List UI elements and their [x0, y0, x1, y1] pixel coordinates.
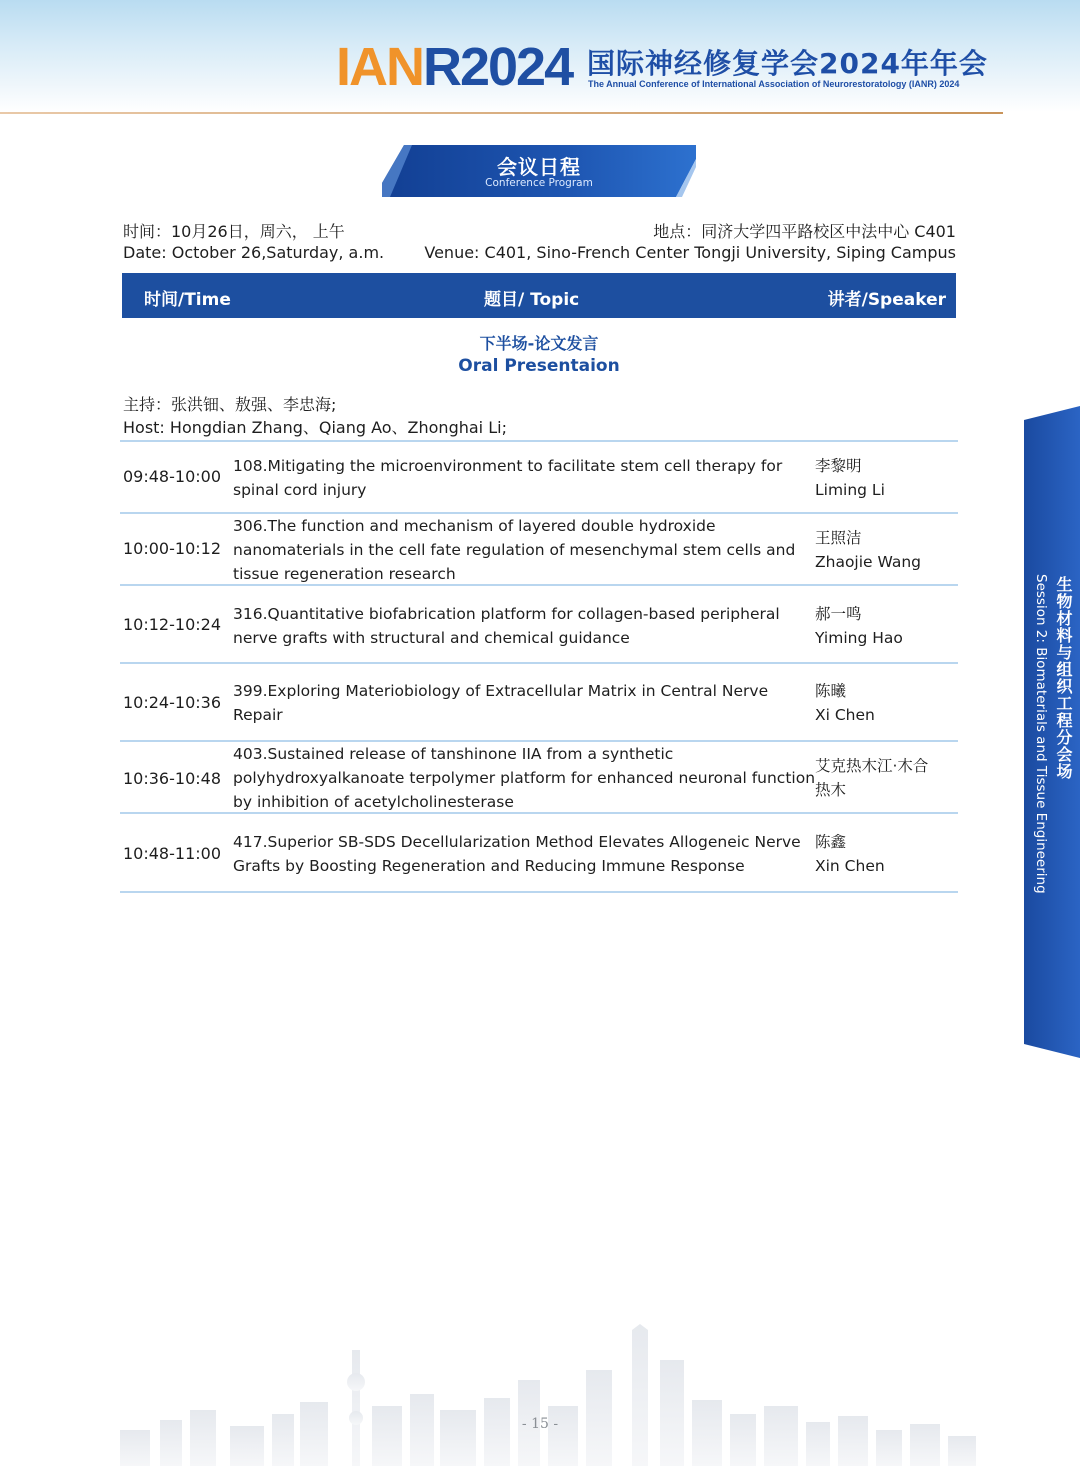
banner-title-cn: 会议日程	[497, 155, 581, 179]
row-speaker	[815, 454, 955, 502]
table-row	[120, 514, 958, 584]
speaker-name-cn: 王照洁	[815, 529, 862, 547]
row-topic: 399.Exploring Materiobiology of Extracellular Matrix in Central Nerve Repair	[233, 682, 769, 724]
session-title-en: Oral Presentaion	[458, 356, 620, 376]
row-time: 10:36-10:48	[123, 769, 221, 788]
host-en: Host: Hongdian Zhang、Qiang Ao、Zhonghai Li;	[123, 418, 507, 437]
host-cn: 主持：张洪钿、敖强、李忠海;	[123, 395, 337, 414]
row-speaker	[815, 602, 955, 650]
row-topic: 316.Quantitative biofabrication platform for collagen-based peripheral nerve grafts with structural and chemical guidance	[233, 605, 780, 647]
speaker-name-cn: 陈鑫	[815, 833, 847, 851]
program-banner	[382, 145, 696, 197]
speaker-name-en: Zhaojie Wang	[815, 553, 921, 571]
row-topic: 403.Sustained release of tanshinone IIA from a synthetic polyhydroxyalkanoate terpolymer platform for enhanced neuronal function by inhibition of acetylcholinesterase	[233, 745, 816, 811]
conference-title-cn: 国际神经修复学会2024年年会	[587, 47, 988, 80]
date-cn: 时间：10月26日，周六， 上午	[123, 222, 345, 241]
row-time: 10:24-10:36	[123, 693, 221, 712]
speaker-name-en: Xin Chen	[815, 857, 885, 875]
side-tab-title-en: Session 2: Biomaterials and Tissue Engineering	[1033, 574, 1049, 894]
row-time: 10:12-10:24	[123, 615, 221, 634]
speaker-name-en: Liming Li	[815, 481, 885, 499]
speaker-name-en: 热木	[815, 781, 847, 799]
date-en: Date: October 26,Saturday, a.m.	[123, 243, 385, 262]
table-row	[120, 442, 958, 512]
conference-title-en: The Annual Conference of International Association of Neurorestoratology (IANR) 2024	[588, 79, 960, 89]
column-header-time: 时间/Time	[144, 290, 231, 310]
column-header-speaker: 讲者/Speaker	[827, 290, 946, 310]
speaker-name-cn: 李黎明	[815, 457, 862, 475]
header-divider	[0, 112, 1003, 114]
speaker-name-en: Yiming Hao	[815, 629, 903, 647]
row-time: 10:00-10:12	[123, 539, 221, 558]
venue-cn: 地点：同济大学四平路校区中法中心 C401	[653, 222, 956, 241]
row-speaker	[815, 754, 955, 802]
side-tab-title-cn: 生物材料与组织工程分会场	[1054, 576, 1073, 780]
row-speaker	[815, 679, 955, 727]
row-topic: 306.The function and mechanism of layered double hydroxide nanomaterials in the cell fate regulation of mesenchymal stem cells and tissue regeneration research	[233, 517, 796, 583]
city-skyline-illustration	[0, 1310, 1080, 1466]
column-header-topic: 题目/ Topic	[484, 290, 580, 310]
row-speaker	[815, 830, 955, 878]
speaker-name-cn: 陈曦	[815, 682, 847, 700]
banner-title-en: Conference Program	[485, 177, 593, 189]
page-number: - 15 -	[521, 1416, 559, 1432]
row-speaker	[815, 526, 955, 574]
table-header	[122, 273, 956, 318]
venue-en: Venue: C401, Sino-French Center Tongji University, Siping Campus	[424, 243, 956, 262]
speaker-name-cn: 艾克热木江·木合	[815, 757, 929, 775]
row-divider	[120, 891, 958, 893]
row-topic: 108.Mitigating the microenvironment to facilitate stem cell therapy for spinal cord injury	[233, 457, 783, 499]
table-row	[120, 814, 958, 891]
speaker-name-cn: 郝一鸣	[815, 605, 862, 623]
speaker-name-en: Xi Chen	[815, 706, 875, 724]
session-title-cn: 下半场-论文发言	[479, 334, 599, 353]
table-row	[120, 586, 958, 662]
table-row	[120, 742, 958, 812]
row-time: 09:48-10:00	[123, 467, 221, 486]
table-row	[120, 664, 958, 740]
row-time: 10:48-11:00	[123, 844, 221, 863]
ianr-logo: IANR2024	[336, 37, 573, 97]
row-topic: 417.Superior SB-SDS Decellularization Method Elevates Allogeneic Nerve Grafts by Boosting Regeneration and Reducing Immune Response	[233, 833, 801, 875]
